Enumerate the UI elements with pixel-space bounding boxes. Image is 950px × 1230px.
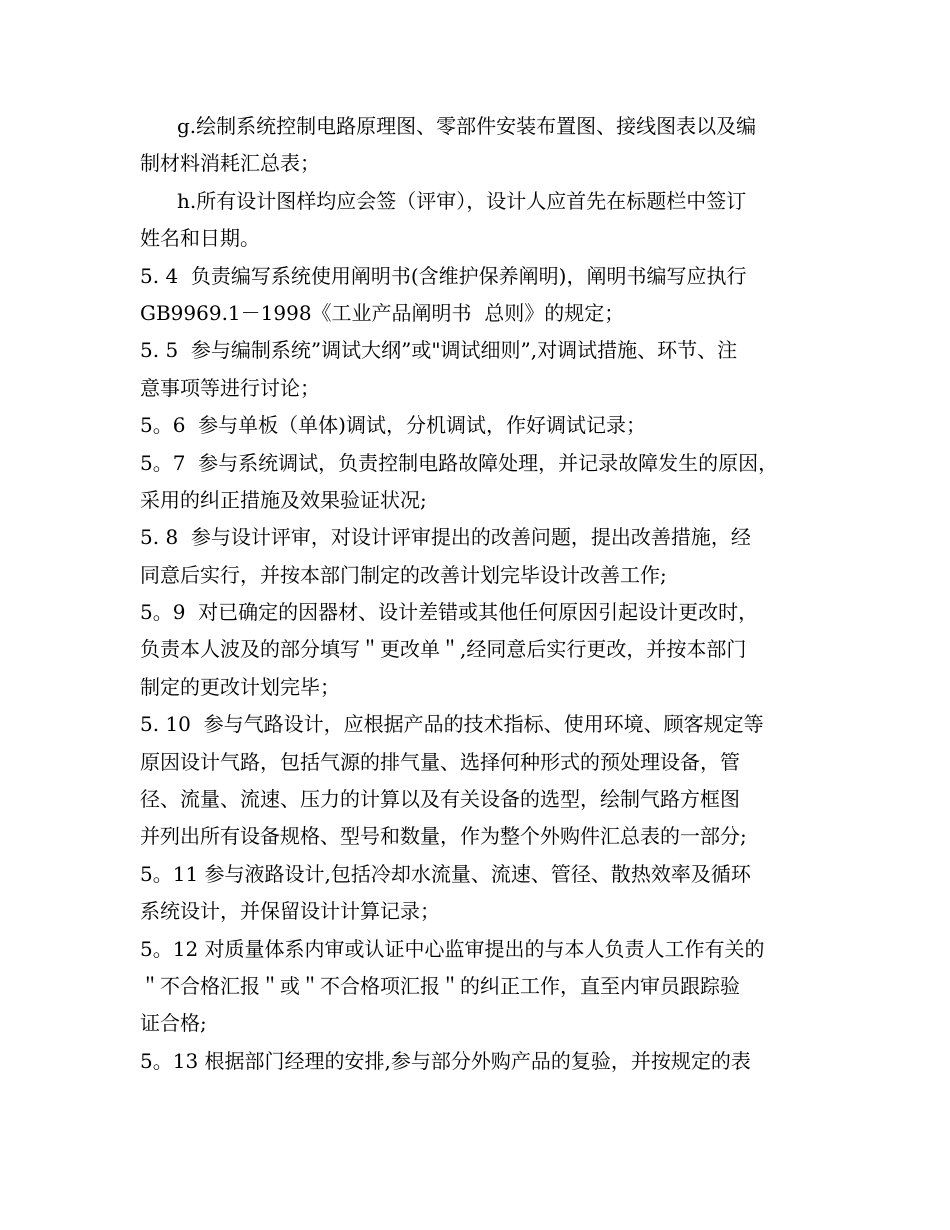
text-line: 5. 5 参与编制系统”调试大纲”或"调试细则”,对调试措施、环节、注 (140, 338, 738, 363)
text-line: 5。6 参与单板（单体)调试，分机调试，作好调试记录； (140, 413, 646, 438)
text-line: ＂不合格汇报＂或＂不合格项汇报＂的纠正工作，直至内审员跟踪验 (140, 973, 740, 998)
text-line: 5。9 对已确定的因器材、设计差错或其他任何原因引起设计更改时， (140, 600, 759, 625)
text-line: 意事项等进行讨论； (140, 375, 320, 400)
text-line: 5. 8 参与设计评审，对设计评审提出的改善问题，提出改善措施，经 (140, 525, 751, 550)
text-line: 径、流量、流速、压力的计算以及有关设备的选型，绘制气路方框图 (140, 787, 740, 812)
text-line: 制材料消耗汇总表； (140, 151, 320, 176)
text-line: 系统设计，并保留设计计算记录； (140, 899, 440, 924)
text-line: 同意后实行，并按本部门制定的改善计划完毕设计改善工作; (140, 562, 667, 587)
text-line: 采用的纠正措施及效果验证状况; (140, 487, 427, 512)
text-line: 证合格; (140, 1011, 207, 1036)
text-line: GB9969.1－1998《工业产品阐明书 总则》的规定； (140, 300, 625, 325)
text-line: 5。12 对质量体系内审或认证中心监审提出的与本人负责人工作有关的 (140, 936, 765, 961)
text-line: 原因设计气路，包括气源的排气量、选择何种形式的预处理设备，管 (140, 749, 740, 774)
text-line: 5. 4 负责编写系统使用阐明书(含维护保养阐明)，阐明书编写应执行 (140, 263, 747, 288)
text-line: 5。7 参与系统调试，负责控制电路故障处理，并记录故障发生的原因， (140, 450, 779, 475)
text-line: h.所有设计图样均应会签（评审），设计人应首先在标题栏中签订 (177, 188, 747, 213)
document-body (140, 108, 830, 1080)
text-line: 制定的更改计划完毕； (140, 674, 340, 699)
text-line: 负责本人波及的部分填写＂更改单＂,经同意后实行更改，并按本部门 (140, 637, 747, 662)
text-line: g.绘制系统控制电路原理图、零部件安装布置图、接线图表以及编 (177, 114, 757, 138)
text-line: 5。11 参与液路设计,包括冷却水流量、流速、管径、散热效率及循环 (140, 861, 751, 886)
text-line: 5. 10 参与气路设计，应根据产品的技术指标、使用环境、顾客规定等 (140, 712, 764, 737)
text-line: 并列出所有设备规格、型号和数量，作为整个外购件汇总表的一部分; (140, 824, 747, 849)
text-line: 5。13 根据部门经理的安排,参与部分外购产品的复验，并按规定的表 (140, 1048, 751, 1073)
text-line: 姓名和日期。 (140, 226, 260, 251)
